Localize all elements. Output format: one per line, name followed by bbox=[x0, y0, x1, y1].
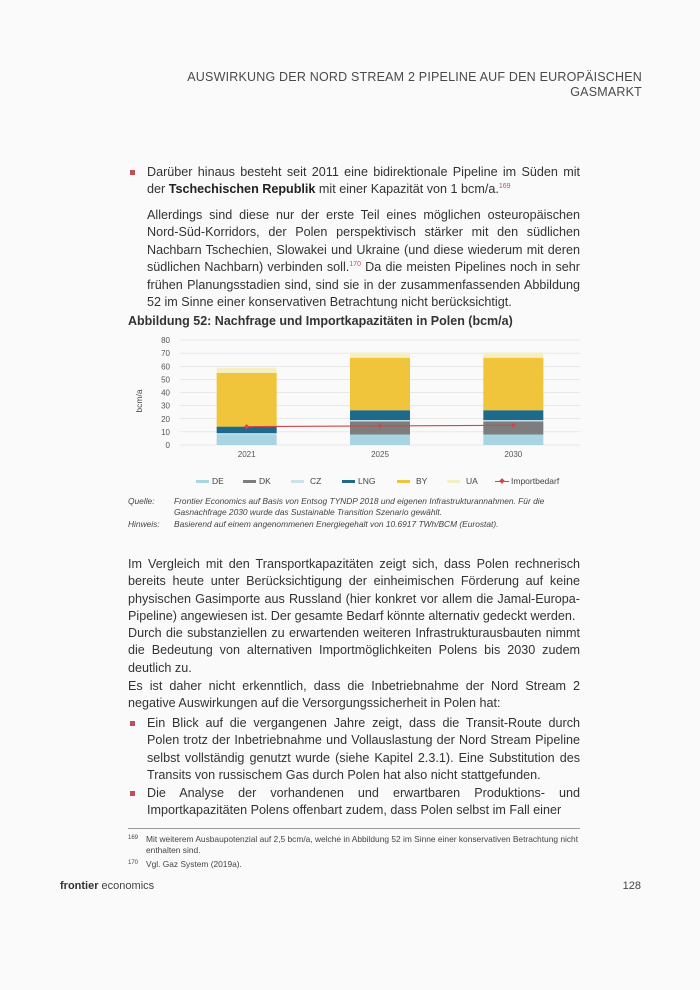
y-tick-label: 30 bbox=[161, 401, 170, 411]
paragraph-vergleich: Im Vergleich mit den Transportkapazitäten zeigt sich, dass Polen rechnerisch bereits heute unter Berücksichtigung der einheimischen Förderung auf keine physischen Gasimporte aus Russland (hier konkret vor allem die Jamal-Europa-Pipeline) angewiesen ist. Der gesamte Bedarf könnte alternativ gedeckt werden. bbox=[128, 557, 580, 624]
footnote-169-text: Mit weiterem Ausbaupotenzial auf 2,5 bcm/a, welche in Abbildung 52 im Sinne einer konservativen Betrachtung nicht enthalten sind. bbox=[146, 834, 579, 855]
bar-de-2030 bbox=[483, 435, 543, 446]
bar-cz-2030 bbox=[483, 420, 543, 421]
chart-x-ticks bbox=[238, 450, 523, 459]
footnote-divider bbox=[128, 828, 580, 829]
legend-label-de: DE bbox=[212, 476, 224, 486]
legend-swatch-dk bbox=[243, 480, 256, 483]
footnote-170-text: Vgl. Gaz System (2019a). bbox=[146, 859, 242, 869]
legend-label-ua: UA bbox=[466, 476, 478, 486]
paragraph-infrastruktur: Durch die substanziellen zu erwartenden weiteren Infrastrukturausbauten nimmt die Bedeutung von alternativen Importmöglichkeiten Polens bis 2030 zudem deutlich zu. bbox=[128, 626, 580, 675]
bullet-marker bbox=[130, 170, 135, 175]
bar-lng-2030 bbox=[483, 410, 543, 420]
y-tick-label: 50 bbox=[161, 375, 170, 385]
figure-source bbox=[128, 496, 578, 530]
bullet-analyse-text: Die Analyse der vorhandenen und erwartbaren Produktions- und Importkapazitäten Polens offenbart zudem, dass Polen selbst im Fall einer bbox=[147, 786, 580, 818]
bar-by-2021 bbox=[217, 373, 277, 427]
bullet-blick bbox=[147, 715, 580, 785]
running-header-line2: GASMARKT bbox=[570, 85, 642, 99]
footnote-ref-170[interactable]: 170 bbox=[349, 261, 361, 269]
legend-swatch-cz bbox=[291, 480, 304, 483]
legend-label-by: BY bbox=[416, 476, 428, 486]
bullet-marker bbox=[130, 791, 135, 796]
note-label: Hinweis: bbox=[128, 519, 160, 529]
bullet-czech-bold: Tschechischen Republik bbox=[168, 182, 316, 197]
bar-ua-2025 bbox=[350, 352, 410, 357]
footnote-170-number: 170 bbox=[128, 860, 139, 866]
x-tick-label: 2030 bbox=[504, 450, 523, 459]
bar-ua-2021 bbox=[217, 368, 277, 373]
footnote-ref-169[interactable]: 169 bbox=[498, 183, 511, 191]
legend-label-lng: LNG bbox=[358, 476, 376, 486]
legend-swatch-lng bbox=[342, 480, 355, 483]
footnote-170 bbox=[128, 859, 580, 870]
bullet-czech bbox=[147, 164, 580, 199]
y-tick-label: 80 bbox=[161, 336, 170, 345]
bar-cz-2021 bbox=[217, 433, 277, 434]
legend-swatch-ua bbox=[447, 480, 460, 483]
chart-y-ticks bbox=[161, 336, 170, 450]
source-text: Frontier Economics auf Basis von Entsog TYNDP 2018 und eigenen Infrastrukturannahmen. Für die Gasnachfrage 2030 wurde das Sustainable Transition Szenario gewählt. bbox=[174, 496, 545, 517]
y-tick-label: 0 bbox=[165, 441, 170, 450]
y-tick-label: 40 bbox=[161, 388, 170, 398]
running-header bbox=[187, 70, 642, 100]
running-header-line1: AUSWIRKUNG DER NORD STREAM 2 PIPELINE AUF DEN EUROPÄISCHEN bbox=[187, 70, 642, 84]
paragraph-allerdings-text: Allerdings sind diese nur der erste Teil eines möglichen osteuropäischen Nord-Süd-Korridors, der Polen perspektivisch stärker mit den südlichen Nachbarn Tschechien, Slowakei und Ukraine (und diese wiederum mit deren südlichen Nachbarn) verbinden soll. bbox=[147, 208, 580, 275]
y-tick-label: 70 bbox=[161, 349, 170, 359]
bullet-czech-text-2: mit einer Kapazität von 1 bcm/a. bbox=[315, 182, 499, 197]
legend-label-cz: CZ bbox=[310, 476, 322, 486]
y-tick-label: 10 bbox=[161, 427, 170, 437]
bar-de-2021 bbox=[217, 435, 277, 446]
bullet-czech-text: Darüber hinaus besteht seit 2011 eine bidirektionale Pipeline im Süden mit der bbox=[147, 165, 580, 197]
legend-swatch-de bbox=[196, 480, 209, 483]
chart-line bbox=[244, 423, 516, 429]
source-label: Quelle: bbox=[128, 496, 155, 506]
legend-marker-importbedarf bbox=[499, 478, 505, 484]
paragraph-daher: Es ist daher nicht erkenntlich, dass die Inbetriebnahme der Nord Stream 2 negative Auswirkungen auf die Versorgungssicherheit in Polen hat: bbox=[128, 679, 580, 711]
paragraph-allerdings-text-2: Da die meisten Pipelines noch in sehr frühen Planungsstadien sind, sind sie in der zusammenfassenden Abbildung 52 im Sinne einer konservativen Betrachtung nicht berücksichtigt. bbox=[147, 260, 580, 310]
bullet-marker bbox=[130, 721, 135, 726]
legend-label-dk: DK bbox=[259, 476, 271, 486]
x-tick-label: 2025 bbox=[371, 450, 389, 459]
y-tick-label: 20 bbox=[161, 414, 170, 424]
chart-legend bbox=[196, 476, 566, 488]
y-tick-label: 60 bbox=[161, 362, 170, 372]
chart bbox=[120, 332, 590, 467]
legend-label-importbedarf: Importbedarf bbox=[511, 476, 560, 486]
footer-brand-bold: frontier bbox=[60, 880, 99, 892]
legend-swatch-by bbox=[397, 480, 410, 483]
paragraph-allerdings bbox=[147, 207, 580, 311]
footer-brand-rest: economics bbox=[98, 880, 155, 892]
footnote-169 bbox=[128, 834, 580, 856]
bar-by-2025 bbox=[350, 358, 410, 411]
bar-cz-2025 bbox=[350, 420, 410, 421]
bullet-blick-text: Ein Blick auf die vergangenen Jahre zeigt, dass die Transit-Route durch Polen trotz der Inbetriebnahme und Vollauslastung der Nord Stream Pipeline selbst vollständig genutzt wurde (siehe Kapitel 2.3.1). Eine Substitution des Transits von russischem Gas durch Polen hat also nicht stattgefunden. bbox=[147, 716, 580, 783]
bar-lng-2025 bbox=[350, 410, 410, 420]
note-text: Basierend auf einem angenommenen Energiegehalt von 10.6917 TWh/BCM (Eurostat). bbox=[174, 519, 499, 529]
footnote-169-number: 169 bbox=[128, 835, 139, 841]
footer-brand bbox=[60, 880, 154, 892]
chart-y-label: bcm/a bbox=[134, 389, 144, 413]
page-number: 128 bbox=[622, 880, 641, 892]
bar-by-2030 bbox=[483, 358, 543, 411]
x-tick-label: 2021 bbox=[237, 450, 256, 459]
bar-ua-2030 bbox=[483, 352, 543, 357]
bullet-analyse bbox=[147, 785, 580, 820]
figure-title: Abbildung 52: Nachfrage und Importkapazitäten in Polen (bcm/a) bbox=[128, 314, 513, 328]
bar-de-2025 bbox=[350, 435, 410, 446]
